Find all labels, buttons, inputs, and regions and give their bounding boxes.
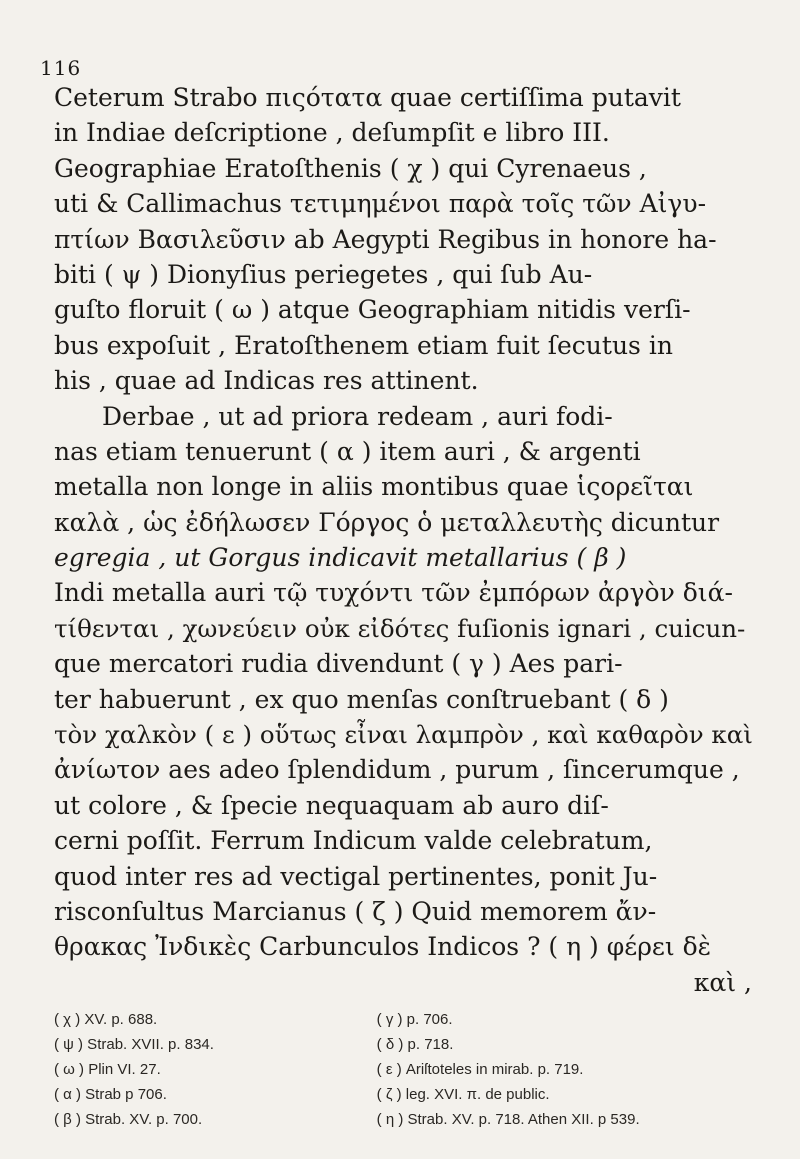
text-line: que mercatori rudia divendunt ( γ ) Aes pari- (54, 649, 623, 679)
text-line: biti ( ψ ) Dionyſius periegetes , qui ſub Au- (54, 259, 593, 289)
text-line: nas etiam tenuerunt ( α ) item auri , & argenti (54, 436, 641, 466)
text-line: risconſultus Marcianus ( ζ ) Quid memorem ἄν- (54, 896, 657, 926)
catchword: καὶ , (693, 967, 752, 997)
footnotes-left-column (54, 1007, 377, 1132)
footnote: ( γ ) p. 706. (376, 1011, 453, 1028)
text-line: quod inter res ad vectigal pertinentes, ponit Ju- (54, 861, 658, 891)
text-line: τὸν χαλκὸν ( ε ) οὕτως εἶναι λαμπρὸν , καὶ καθαρὸν καὶ (54, 720, 753, 750)
text-line: bus expoſuit , Eratoſthenem etiam fuit ſecutus in (54, 330, 673, 360)
text-line: ἀνίωτον aes adeo ſplendidum , purum , ſincerumque , (54, 755, 740, 785)
text-line: in Indiae deſcriptione , deſumpſit e libro III. (54, 118, 610, 148)
footnote: ( δ ) p. 718. (376, 1036, 454, 1053)
footnote: ( ζ ) leg. XVI. π. de public. (376, 1086, 550, 1103)
footnote: ( χ ) XV. p. 688. (54, 1011, 158, 1028)
footnote: ( α ) Strab p 706. (54, 1086, 167, 1103)
text-line: ter habuerunt , ex quo menſas conſtruebant ( δ ) (54, 684, 669, 714)
text-line: Derbae , ut ad priora redeam , auri fodi- (102, 401, 613, 431)
footnote: ( ψ ) Strab. XVII. p. 834. (54, 1036, 214, 1053)
text-line: egregia , ut Gorgus indicavit metallarius ( β ) (54, 543, 627, 573)
footnote: ( η ) Strab. XV. p. 718. Athen XII. p 539. (376, 1111, 640, 1128)
footnote: ( ω ) Plin VI. 27. (54, 1061, 161, 1078)
text-line: Geographiae Eratoſthenis ( χ ) qui Cyrenaeus , (54, 153, 647, 183)
page-number: 116 (40, 56, 82, 80)
text-line: καλὰ , ὡς ἐδήλωσεν Γόργος ὁ μεταλλευτὴς dicuntur (54, 507, 720, 537)
main-text (54, 80, 758, 1000)
text-line: ut colore , & ſpecie nequaquam ab auro diſ- (54, 790, 609, 820)
footnotes (54, 1007, 758, 1132)
footnote: ( ε ) Ariſtoteles in mirab. p. 719. (376, 1061, 584, 1078)
text-line: uti & Callimachus τετιμημένοι παρὰ τοῖς τῶν Αἰγυ- (54, 189, 707, 219)
text-line: Indi metalla auri τῷ τυχόντι τῶν ἐμπόρων ἀργὸν διά- (54, 578, 733, 608)
text-line: τίθενται , χωνεύειν οὐκ εἰδότες fuſionis ignari , cuicun- (54, 613, 746, 643)
text-line: metalla non longe in aliis montibus quae ἱςορεῖται (54, 472, 694, 502)
text-line: πτίων Βασιλεῦσιν ab Aegypti Regibus in honore ha- (54, 224, 717, 254)
text-line: his , quae ad Indicas res attinent. (54, 366, 479, 396)
text-line: θρακας Ἰνδικὲς Carbunculos Indicos ? ( η ) φέρει δὲ (54, 932, 712, 962)
footnote: ( β ) Strab. XV. p. 700. (54, 1111, 203, 1128)
text-line: Ceterum Strabo πιςότατα quae certiſſima putavit (54, 83, 681, 112)
text-line: guſto floruit ( ω ) atque Geographiam nitidis verſi- (54, 295, 691, 325)
text-line: cerni poſſit. Ferrum Indicum valde celebratum, (54, 826, 653, 856)
footnotes-right-column (377, 1007, 758, 1132)
